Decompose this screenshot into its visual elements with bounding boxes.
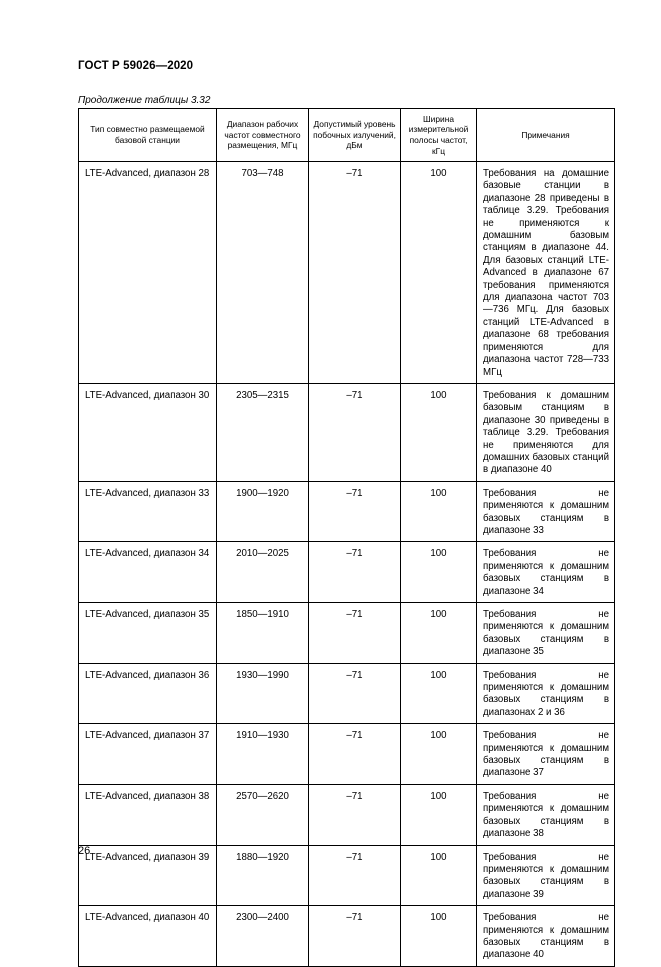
- bandwidth-cell: 100: [401, 724, 477, 785]
- note-cell: Требования не применяются к домашним базовых станциям в диапазоне 33: [477, 481, 615, 542]
- frequency-range-cell: 2010—2025: [217, 542, 309, 603]
- note-cell: Требования не применяются к домашним базовых станциям в диапазоне 39: [477, 845, 615, 906]
- frequency-range-cell: 2305—2315: [217, 383, 309, 481]
- emission-level-cell: –71: [309, 845, 401, 906]
- table-row: [79, 542, 615, 603]
- table-row: [79, 724, 615, 785]
- emission-level-cell: –71: [309, 906, 401, 967]
- header-notes: Примечания: [477, 109, 615, 162]
- note-cell: Требования не применяются к домашним базовых станциям в диапазоне 35: [477, 603, 615, 664]
- frequency-range-cell: 1880—1920: [217, 845, 309, 906]
- emission-level-cell: –71: [309, 383, 401, 481]
- bs-type-cell: LTE-Advanced, диапазон 40: [79, 906, 217, 967]
- table-row: [79, 162, 615, 384]
- bs-type-cell: LTE-Advanced, диапазон 39: [79, 845, 217, 906]
- frequency-range-cell: 1910—1930: [217, 724, 309, 785]
- bandwidth-cell: 100: [401, 845, 477, 906]
- bs-type-cell: LTE-Advanced, диапазон 36: [79, 663, 217, 724]
- note-cell: Требования не применяются к домашним базовых станциям в диапазоне 34: [477, 542, 615, 603]
- emission-level-cell: –71: [309, 162, 401, 384]
- header-emission-level: Допустимый уровень побочных излучений, дБм: [309, 109, 401, 162]
- spurious-emissions-table: [78, 108, 615, 967]
- note-cell: Требования не применяются к домашним базовых станциям в диапазоне 38: [477, 784, 615, 845]
- bs-type-cell: LTE-Advanced, диапазон 30: [79, 383, 217, 481]
- bs-type-cell: LTE-Advanced, диапазон 28: [79, 162, 217, 384]
- emission-level-cell: –71: [309, 784, 401, 845]
- frequency-range-cell: 1930—1990: [217, 663, 309, 724]
- bandwidth-cell: 100: [401, 542, 477, 603]
- table-header-row: [79, 109, 615, 162]
- table-row: [79, 603, 615, 664]
- header-frequency-range: Диапазон рабочих частот совместного размещения, МГц: [217, 109, 309, 162]
- table-row: [79, 481, 615, 542]
- page-number: 26: [78, 845, 91, 857]
- note-cell: Требования на домашние базовые станции в диапазоне 28 приведены в таблице 3.29. Требования не применяются к домашним базовым станциям в диапазоне 44. Для базовых станций LTE-Advanced в диапазоне 67 требования применяются для диапазона частот 703—736 МГц. Для базовых станций LTE-Advanced в диапазоне 68 требования применяются для диапазона частот 728—733 МГц: [477, 162, 615, 384]
- frequency-range-cell: 1900—1920: [217, 481, 309, 542]
- emission-level-cell: –71: [309, 481, 401, 542]
- emission-level-cell: –71: [309, 542, 401, 603]
- bandwidth-cell: 100: [401, 906, 477, 967]
- table-row: [79, 383, 615, 481]
- table-caption: Продолжение таблицы 3.32: [78, 95, 211, 106]
- table-row: [79, 845, 615, 906]
- note-cell: Требования не применяются к домашним базовых станциям в диапазонах 2 и 36: [477, 663, 615, 724]
- table-row: [79, 784, 615, 845]
- note-cell: Требования не применяются к домашним базовых станциям в диапазоне 37: [477, 724, 615, 785]
- emission-level-cell: –71: [309, 724, 401, 785]
- frequency-range-cell: 1850—1910: [217, 603, 309, 664]
- standard-title: ГОСТ Р 59026—2020: [78, 60, 194, 72]
- note-cell: Требования к домашним базовым станциям в диапазоне 30 приведены в таблице 3.29. Требования не применяются для домашних базовых станций в диапазоне 40: [477, 383, 615, 481]
- bandwidth-cell: 100: [401, 603, 477, 664]
- table-row: [79, 906, 615, 967]
- header-bs-type: Тип совместно размещаемой базовой станции: [79, 109, 217, 162]
- bs-type-cell: LTE-Advanced, диапазон 37: [79, 724, 217, 785]
- header-measurement-bandwidth: Ширина измерительной полосы частот, кГц: [401, 109, 477, 162]
- bandwidth-cell: 100: [401, 481, 477, 542]
- bs-type-cell: LTE-Advanced, диапазон 33: [79, 481, 217, 542]
- note-cell: Требования не применяются к домашним базовых станциям в диапазоне 40: [477, 906, 615, 967]
- bandwidth-cell: 100: [401, 663, 477, 724]
- table-row: [79, 663, 615, 724]
- frequency-range-cell: 2570—2620: [217, 784, 309, 845]
- bandwidth-cell: 100: [401, 784, 477, 845]
- bs-type-cell: LTE-Advanced, диапазон 35: [79, 603, 217, 664]
- emission-level-cell: –71: [309, 603, 401, 664]
- bs-type-cell: LTE-Advanced, диапазон 34: [79, 542, 217, 603]
- frequency-range-cell: 2300—2400: [217, 906, 309, 967]
- bs-type-cell: LTE-Advanced, диапазон 38: [79, 784, 217, 845]
- emission-level-cell: –71: [309, 663, 401, 724]
- bandwidth-cell: 100: [401, 162, 477, 384]
- frequency-range-cell: 703—748: [217, 162, 309, 384]
- bandwidth-cell: 100: [401, 383, 477, 481]
